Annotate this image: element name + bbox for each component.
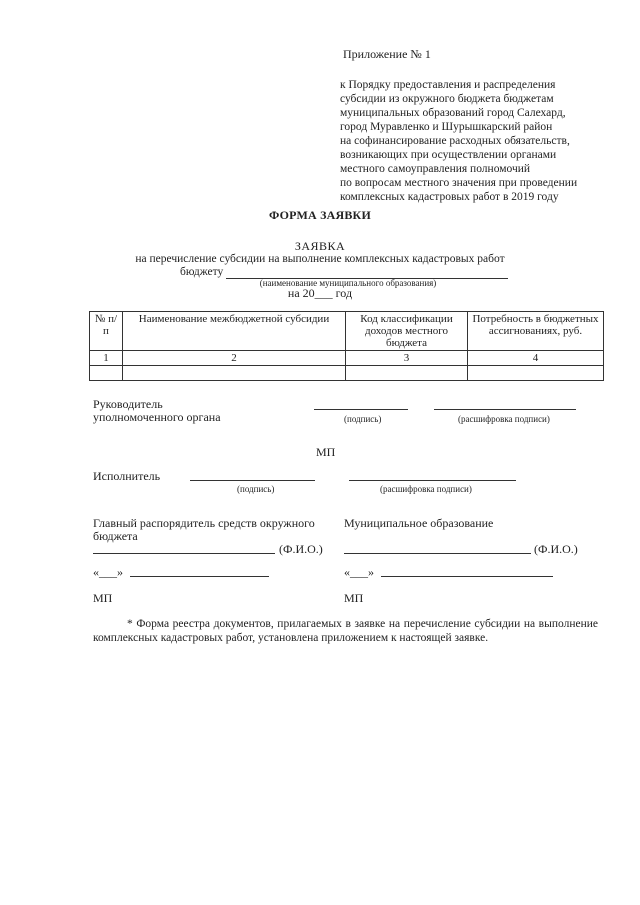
table-cell: 4 [468,351,604,366]
appendix-description [340,78,630,204]
chief-distributor-label-line1: Главный распорядитель средств окружного [93,516,315,530]
head-signature-caption: (подпись) [344,414,382,424]
executor-decoding-caption: (расшифровка подписи) [380,484,472,494]
chief-date-line[interactable] [130,576,269,577]
appendix-line: по вопросам местного значения при проведении [340,177,578,189]
table-cell[interactable] [346,366,468,381]
table-header-cell: Наименование межбюджетной субсидии [123,312,346,351]
table-header-row [90,312,604,351]
head-label-line1: Руководитель [93,397,163,411]
application-subtitle: на перечисление субсидии на выполнение комплексных кадастровых работ [135,253,505,265]
table-cell: 1 [90,351,123,366]
municipality-label: Муниципальное образование [344,516,494,530]
municipality-fio-caption: (Ф.И.О.) [534,542,578,556]
chief-date-day[interactable]: «___» [93,565,123,579]
executor-signature-caption: (подпись) [237,484,275,494]
head-label-line2: уполномоченного органа [93,410,221,424]
appendix-line: комплексных кадастровых работ в 2019 году [340,191,559,203]
municipality-date-day[interactable]: «___» [344,565,374,579]
municipality-caption: (наименование муниципального образования) [259,278,437,288]
budget-label: бюджету [180,266,224,278]
table-header-cell: Код классификации доходов местного бюджета [346,312,468,351]
appendix-line: местного самоуправления полномочий [340,163,531,175]
table-cell[interactable] [123,366,346,381]
municipality-fio-line[interactable] [344,553,531,554]
appendix-line: к Порядку предоставления и распределения [340,79,556,91]
head-signature-line[interactable] [314,409,408,410]
table-cell[interactable] [468,366,604,381]
table-cell: 2 [123,351,346,366]
year-line: на 20___ год [287,286,353,300]
executor-signature-line[interactable] [190,480,315,481]
executor-label: Исполнитель [93,469,161,483]
appendix-line: субсидии из окружного бюджета бюджетам [340,93,554,105]
table-number-row [90,351,604,366]
appendix-line: город Муравленко и Шурышкарский район [340,121,553,133]
head-decoding-line[interactable] [434,409,576,410]
table-header-cell: Потребность в бюджетных ассигнованиях, руб. [468,312,604,351]
executor-decoding-line[interactable] [349,480,516,481]
footnote-text: * Форма реестра документов, прилагаемых в заявке на перечисление субсидии на выполнение комплексных кадастровых работ, установлена приложением к настоящей заявке. [93,618,598,644]
stamp-label: МП [316,445,336,459]
appendix-line: муниципальных образований город Салехард, [340,107,566,119]
application-heading: ЗАЯВКА [294,239,346,253]
chief-stamp-label: МП [93,591,113,605]
budget-line [180,266,508,279]
footnote [93,617,598,645]
form-title: ФОРМА ЗАЯВКИ [269,208,371,222]
table-cell: 3 [346,351,468,366]
table-header-cell: № п/п [90,312,123,351]
subsidy-table [89,311,604,381]
appendix-title: Приложение № 1 [343,47,431,61]
head-decoding-caption: (расшифровка подписи) [458,414,550,424]
municipality-date-line[interactable] [381,576,553,577]
table-cell[interactable] [90,366,123,381]
municipality-stamp-label: МП [344,591,364,605]
appendix-line: возникающих при осуществлении органами [340,149,557,161]
chief-distributor-label-line2: бюджета [93,529,138,543]
table-row [90,366,604,381]
appendix-line: на софинансирование расходных обязательств, [340,135,570,147]
chief-fio-line[interactable] [93,553,275,554]
chief-fio-caption: (Ф.И.О.) [279,542,323,556]
